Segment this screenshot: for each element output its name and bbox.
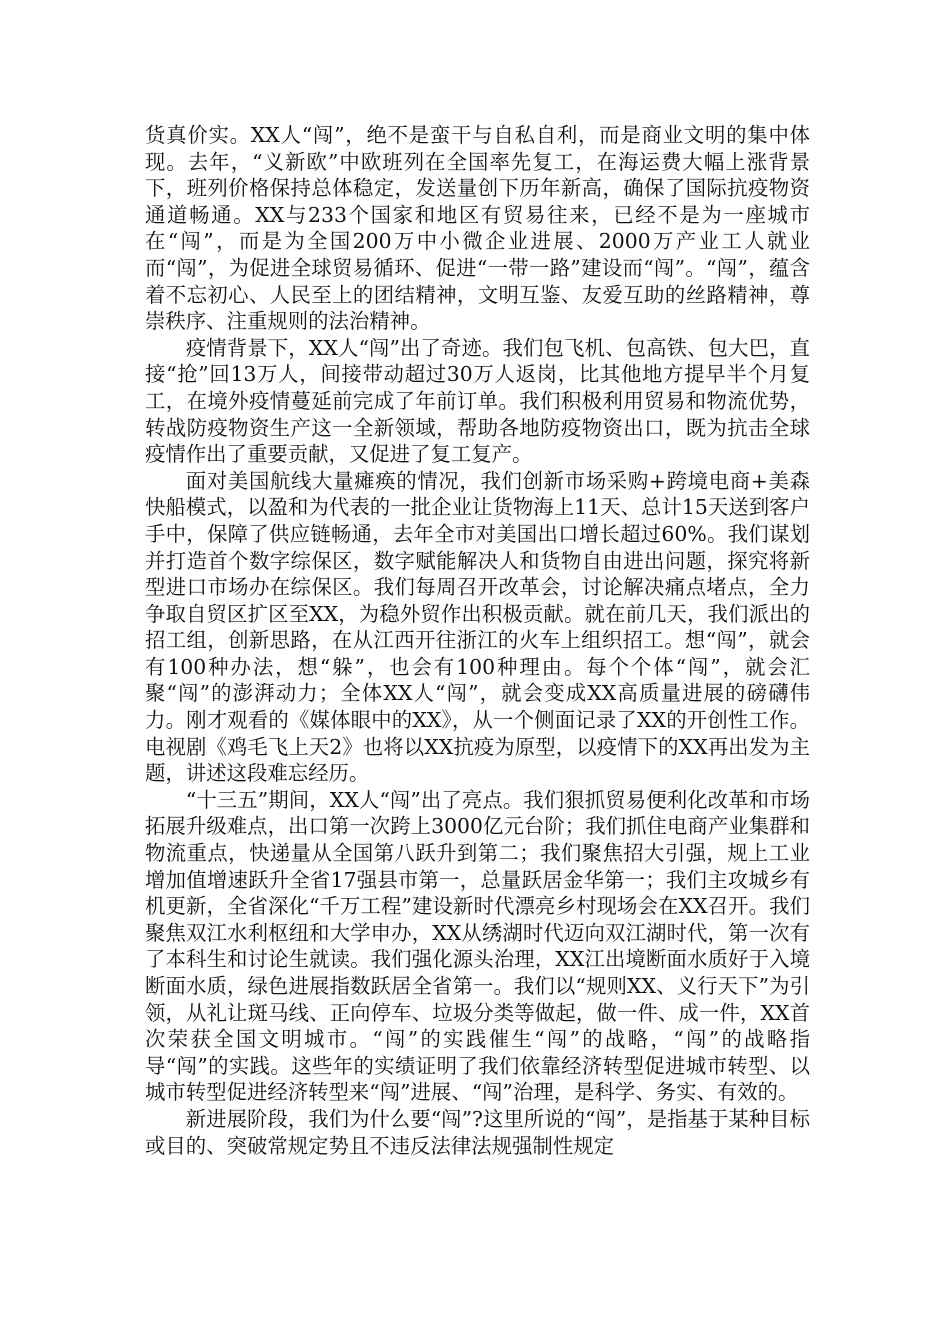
paragraph-5: 新进展阶段，我们为什么要“闯”?这里所说的“闯”，是指基于某种目标或目的、突破常规定势且不违反法律法规强制性规定	[145, 1106, 810, 1158]
paragraph-4: “十三五”期间，XX人“闯”出了亮点。我们狠抓贸易便利化改革和市场拓展升级难点，出口第一次跨上3000亿元台阶；我们抓住电商产业集群和物流重点，快递量从全国第八跃升到第二；我们聚焦招大引强，规上工业增加值增速跃升全省17强县市第一，总量跃居金华第一；我们主攻城乡有机更新，全省深化“千万工程”建设新时代漂亮乡村现场会在XX召开。我们聚焦双江水利枢纽和大学申办，XX从绣湖时代迈向双江湖时代，第一次有了本科生和讨论生就读。我们强化源头治理，XX江出境断面水质好于入境断面水质，绿色进展指数跃居全省第一。我们以“规则XX、义行天下”为引领，从礼让斑马线、正向停车、垃圾分类等做起，做一件、成一件，XX首次荣获全国文明城市。“闯”的实践催生“闯”的战略，“闯”的战略指导“闯”的实践。这些年的实绩证明了我们依靠经济转型促进城市转型、以城市转型促进经济转型来“闯”进展、“闯”治理，是科学、务实、有效的。	[145, 787, 810, 1105]
paragraph-1: 货真价实。XX人“闯”，绝不是蛮干与自私自利，而是商业文明的集中体现。去年，“义新欧”中欧班列在全国率先复工，在海运费大幅上涨背景下，班列价格保持总体稳定，发送量创下历年新高，确保了国际抗疫物资通道畅通。XX与233个国家和地区有贸易往来，已经不是为一座城市在“闯”，而是为全国200万中小微企业进展、2000万产业工人就业而“闯”，为促进全球贸易循环、促进“一带一路”建设而“闯”。“闯”，蕴含着不忘初心、人民至上的团结精神，文明互鉴、友爱互助的丝路精神，尊崇秩序、注重规则的法治精神。	[145, 123, 810, 334]
paragraph-2: 疫情背景下，XX人“闯”出了奇迹。我们包飞机、包高铁、包大巴，直接“抢”回13万人，间接带动超过30万人返岗，比其他地方提早半个月复工，在境外疫情蔓延前完成了年前订单。我们积极利用贸易和物流优势，转战防疫物资生产这一全新领域，帮助各地防疫物资出口，既为抗击全球疫情作出了重要贡献，又促进了复工复产。	[145, 335, 810, 467]
paragraph-3: 面对美国航线大量瘫痪的情况，我们创新市场采购+跨境电商+美森快船模式，以盈和为代表的一批企业让货物海上11天、总计15天送到客户手中，保障了供应链畅通，去年全市对美国出口增长超过60%。我们谋划并打造首个数字综保区，数字赋能解决人和货物自由进出问题，探究将新型进口市场办在综保区。我们每周召开改革会，讨论解决痛点堵点，全力争取自贸区扩区至XX，为稳外贸作出积极贡献。就在前几天，我们派出的招工组，创新思路，在从江西开往浙江的火车上组织招工。想“闯”，就会有100种办法，想“躲”，也会有100种理由。每个个体“闯”，就会汇聚“闯”的澎湃动力；全体XX人“闯”，就会变成XX高质量进展的磅礴伟力。刚才观看的《媒体眼中的XX》，从一个侧面记录了XX的开创性工作。电视剧《鸡毛飞上天2》也将以XX抗疫为原型，以疫情下的XX再出发为主题，讲述这段难忘经历。	[145, 468, 810, 786]
body-text	[145, 122, 810, 1159]
